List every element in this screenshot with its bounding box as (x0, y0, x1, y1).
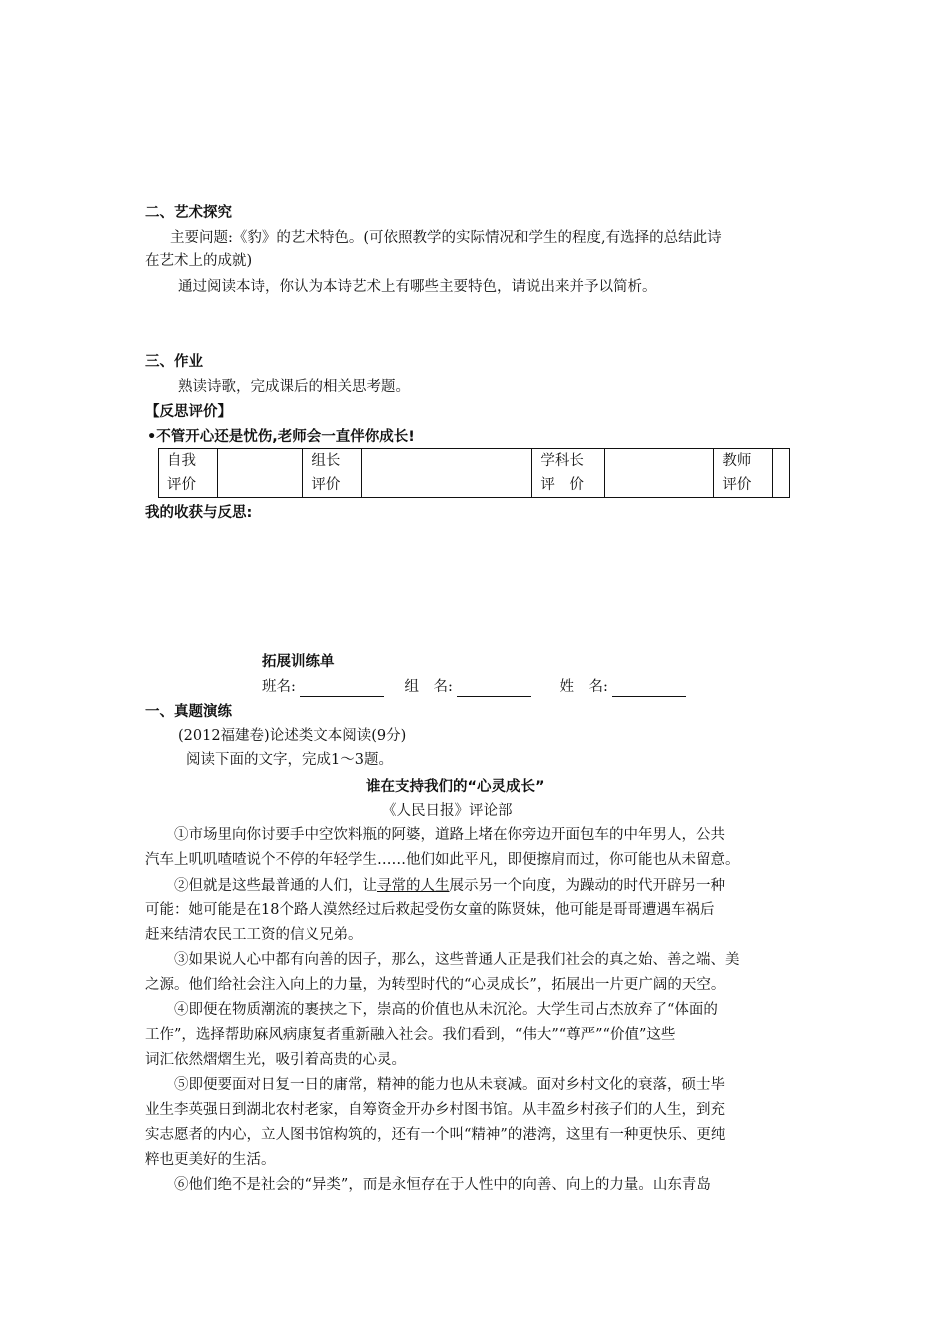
article-line: 词汇依然熠熠生光，吸引着高贵的心灵。 (145, 1052, 406, 1068)
teacher-eval-label: 教师 评价 (714, 449, 773, 498)
class-blank (300, 680, 384, 697)
evaluation-table (158, 448, 790, 498)
class-label: 班名: (262, 679, 296, 695)
teacher-eval-cell (773, 449, 790, 498)
article-line: 之源。他们给社会注入向上的力量，为转型时代的“心灵成长”，拓展出一片更广阔的天空。 (145, 977, 726, 993)
underlined-phrase: 寻常的人生 (377, 878, 450, 894)
group-eval-cell (361, 449, 531, 498)
subject-eval-label: 学科长 评 价 (532, 449, 605, 498)
self-eval-label: 自我 评价 (159, 449, 218, 498)
section2-question-line2: 在艺术上的成就) (145, 253, 253, 269)
section1-heading: 一、真题演练 (145, 704, 232, 720)
article-byline: 《人民日报》评论部 (382, 803, 513, 819)
harvest-label: 我的收获与反思: (145, 505, 253, 521)
self-eval-cell (217, 449, 303, 498)
name-blank (612, 680, 686, 697)
group-label: 组 名: (404, 679, 453, 695)
name-label: 姓 名: (559, 679, 608, 695)
article-line: ②但就是这些最普通的人们，让寻常的人生展示另一个向度，为躁动的时代开辟另一种 (174, 878, 725, 894)
article-line: ④即便在物质潮流的裹挟之下，崇高的价值也从未沉沦。大学生司占杰放弃了“体面的 (174, 1002, 718, 1018)
article-line: 业生李英强日到湖北农村老家，自筹资金开办乡村图书馆。从丰盈乡村孩子们的人生，到充 (145, 1102, 725, 1118)
section3-heading: 三、作业 (145, 354, 203, 370)
article-line: 粹也更美好的生活。 (145, 1152, 276, 1168)
section3-task: 熟读诗歌，完成课后的相关思考题。 (178, 379, 410, 395)
group-eval-label: 组长 评价 (303, 449, 362, 498)
article-line: ⑥他们绝不是社会的“异类”，而是永恒存在于人性中的向善、向上的力量。山东青岛 (174, 1177, 711, 1193)
article-line: 实志愿者的内心，立人图书馆构筑的，还有一个叫“精神”的港湾，这里有一种更快乐、更纯 (145, 1127, 726, 1143)
reflection-heading: 【反思评价】 (145, 404, 232, 420)
article-line: 汽车上叽叽喳喳说个不停的年轻学生……他们如此平凡，即便擦肩而过，你可能也从未留意。 (145, 852, 740, 868)
extension-title: 拓展训练单 (262, 654, 335, 670)
section2-question-line1: 主要问题:《豹》的艺术特色。(可依照教学的实际情况和学生的程度,有选择的总结此诗 (170, 230, 722, 246)
article-title: 谁在支持我们的“心灵成长” (366, 779, 545, 795)
article-line: ①市场里向你讨要手中空饮料瓶的阿婆，道路上堵在你旁边开面包车的中年男人，公共 (174, 827, 725, 843)
table-row (159, 449, 790, 498)
article-line: 工作”，选择帮助麻风病康复者重新融入社会。我们看到，“伟大”“尊严”“价值”这些 (145, 1027, 676, 1043)
extension-info-line (262, 677, 686, 697)
group-blank (457, 680, 531, 697)
section2-task: 通过阅读本诗，你认为本诗艺术上有哪些主要特色，请说出来并予以简析。 (178, 279, 657, 295)
article-line: 赶来结清农民工工资的信义兄弟。 (145, 927, 363, 943)
section2-heading: 二、艺术探究 (145, 205, 232, 221)
subject-eval-cell (604, 449, 713, 498)
section1-instruction: 阅读下面的文字，完成1～3题。 (186, 752, 393, 768)
article-line: ③如果说人心中都有向善的因子，那么，这些普通人正是我们社会的真之始、善之端、美 (174, 952, 740, 968)
article-line: 可能：她可能是在18个路人漠然经过后救起受伤女童的陈贤妹，他可能是哥哥遭遇车祸后 (145, 902, 715, 918)
reflection-motto: •不管开心还是忧伤,老师会一直伴你成长! (147, 429, 415, 445)
section1-source: (2012福建卷)论述类文本阅读(9分) (178, 728, 407, 744)
article-line: ⑤即便要面对日复一日的庸常，精神的能力也从未衰减。面对乡村文化的衰落，硕士毕 (174, 1077, 725, 1093)
